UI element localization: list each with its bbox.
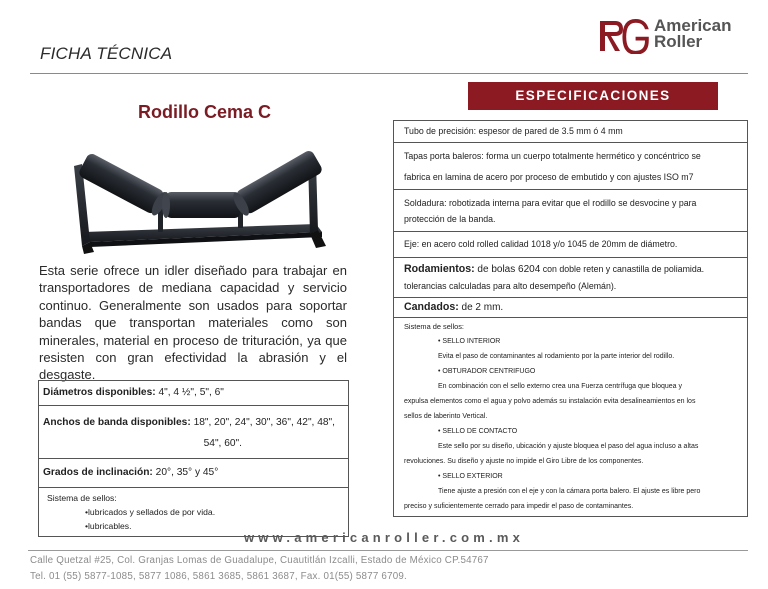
angles-row: [39, 459, 348, 488]
spec-soldadura-line-1: Soldadura: robotizada interna para evitar que el rodillo se desvocine y para: [404, 198, 697, 208]
spec-tapas-line-2: fabrica en lamina de acero por proceso de embutido y con ajustes ISO m7: [404, 172, 694, 182]
exterior-text-1: Tiene ajuste a presión con el eje y con la cámara porta balero. El ajuste es libre pero: [438, 488, 701, 495]
spec-rodamientos-value-2: con doble reten y canastilla de poliamida.: [540, 264, 705, 274]
footer-phones: Tel. 01 (55) 5877-1085, 5877 1086, 5861 3685, 5861 3687, Fax. 01(55) 5877 6709.: [30, 571, 407, 582]
contacto-text-2: revoluciones. Su diseño y ajuste no impide el Giro Libre de los componentes.: [404, 458, 644, 465]
logo-line-2: Roller: [654, 32, 703, 51]
troughing-idler-roller-image: [70, 150, 330, 254]
belt-widths-row: [39, 406, 348, 459]
obturador-text-2: expulsa elementos como el agua y polvo además su instalación evita desalineamientos en los: [404, 398, 696, 405]
diameters-row: [39, 381, 348, 406]
angles-label: Grados de inclinación:: [43, 467, 153, 478]
product-title: Rodillo Cema C: [138, 102, 272, 122]
spec-candados-value: de 2 mm.: [458, 302, 504, 313]
spec-rodamientos-line-2: tolerancias calculadas para alto desempeño (Alemán).: [404, 281, 617, 291]
seals-row: [39, 488, 348, 536]
product-description: Esta serie ofrece un idler diseñado para trabajar en transportadores de mediana capacidad y servicio continuo. Generalmente son usados para soportar bandas que transportan materiales como son minerales, material en proceso de trituración, ya que resisten con gran efectividad la abrasión y el desgaste.: [39, 263, 347, 383]
spec-rodamientos-value: de bolas 6204: [474, 264, 541, 275]
spec-row-candados: [394, 298, 747, 318]
spec-tapas-line-1: Tapas porta baleros: forma un cuerpo totalmente hermético y concéntrico se: [404, 151, 701, 161]
angles-value: 20°, 35° y 45°: [152, 467, 219, 478]
belt-widths-value-2: 54", 60".: [203, 438, 242, 449]
spec-candados-label: Candados:: [404, 301, 459, 313]
page-title: FICHA TÉCNICA: [40, 44, 173, 63]
footer-divider: [28, 550, 748, 551]
seals-title: Sistema de sellos:: [47, 493, 117, 503]
options-table: [38, 380, 349, 537]
seal-option: •lubricables.: [85, 521, 132, 531]
specifications-header: ESPECIFICACIONES: [468, 82, 718, 110]
logo-wordmark: [654, 18, 731, 50]
obturador-title: • OBTURADOR CENTRIFUGO: [438, 368, 536, 375]
spec-soldadura-line-2: protección de la banda.: [404, 214, 496, 224]
rg-logo-mark-icon: [598, 18, 650, 54]
logo-line-1: American: [654, 16, 732, 35]
spec-row-tapas: [394, 143, 747, 190]
sello-interior-text: Evita el paso de contaminantes al rodamiento por la parte interior del rodillo.: [438, 353, 675, 360]
diameters-value: 4", 4 ½", 5", 6": [155, 387, 224, 398]
footer-address: Calle Quetzal #25, Col. Granjas Lomas de Guadalupe, Cuautitlán Izcalli, Estado de México CP.54767: [30, 555, 489, 566]
exterior-title: • SELLO EXTERIOR: [438, 473, 503, 480]
header-divider: [30, 73, 748, 74]
spec-row-sellos: [394, 318, 747, 516]
obturador-text-3: sellos de laberinto Vertical.: [404, 413, 488, 420]
belt-widths-value-1: 18", 20", 24", 30", 36", 42", 48",: [190, 417, 335, 428]
spec-row-tubo: Tubo de precisión: espesor de pared de 3.5 mm ó 4 mm: [394, 121, 747, 143]
spec-row-soldadura: [394, 190, 747, 232]
seal-option: •lubricados y sellados de por vida.: [85, 507, 216, 517]
spec-row-rodamientos: [394, 258, 747, 298]
diameters-label: Diámetros disponibles:: [43, 387, 156, 398]
belt-widths-label: Anchos de banda disponibles:: [43, 417, 191, 428]
spec-rodamientos-label: Rodamientos:: [404, 263, 475, 275]
exterior-text-2: preciso y suficientemente cerrado para impedir el paso de contaminantes.: [404, 503, 634, 510]
sello-interior-title: • SELLO INTERIOR: [438, 338, 501, 345]
company-logo: [598, 18, 758, 54]
contacto-title: • SELLO DE CONTACTO: [438, 428, 518, 435]
obturador-text-1: En combinación con el sello externo crea una Fuerza centrífuga que bloquea y: [438, 383, 682, 390]
contacto-text-1: Este sello por su diseño, ubicación y ajuste bloquea el paso del agua incluso a altas: [438, 443, 699, 450]
sellos-title: Sistema de sellos:: [404, 322, 464, 331]
specifications-table: [393, 120, 748, 517]
website-link[interactable]: www.americanroller.com.mx: [243, 530, 525, 545]
spec-row-eje: Eje: en acero cold rolled calidad 1018 y/o 1045 de 20mm de diámetro.: [394, 232, 747, 258]
